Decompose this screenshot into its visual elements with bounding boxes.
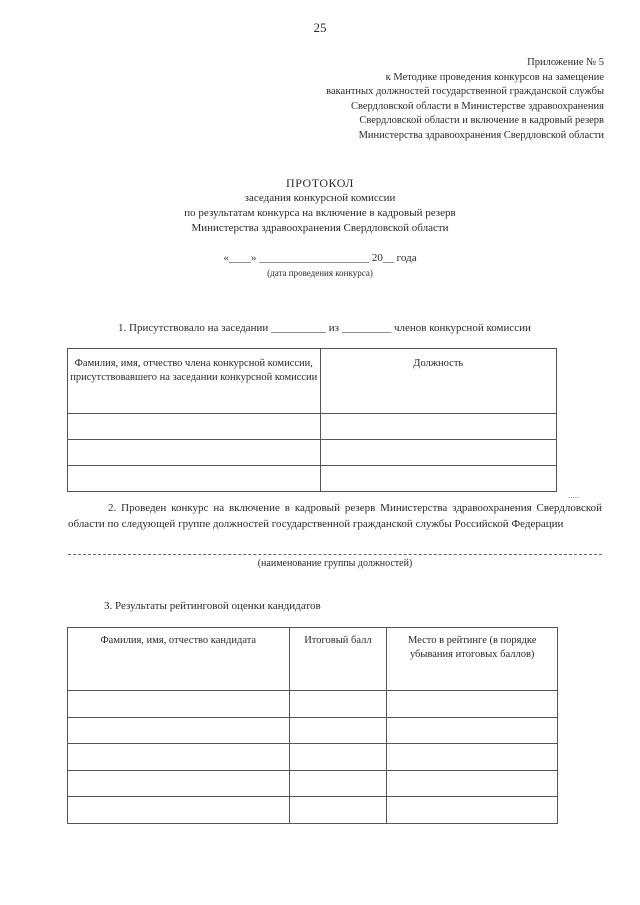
table-cell xyxy=(320,414,556,440)
table-cell xyxy=(289,744,387,771)
table-row xyxy=(68,440,557,466)
date-field: «____» ____________________ 20__ года xyxy=(223,252,417,264)
table-cell xyxy=(387,717,558,744)
table-cell xyxy=(68,414,321,440)
table-cell xyxy=(387,770,558,797)
table-row xyxy=(68,717,558,744)
results-table xyxy=(67,627,558,824)
table-cell xyxy=(387,744,558,771)
table-cell xyxy=(387,691,558,718)
table-cell xyxy=(387,797,558,824)
table-cell xyxy=(68,744,290,771)
appendix-note xyxy=(244,56,604,144)
column-header-rank: Место в рейтинге (в порядке убывания итоговых баллов) xyxy=(387,628,558,691)
appendix-line: к Методике проведения конкурсов на замещение xyxy=(385,71,604,83)
title-subline: по результатам конкурса на включение в кадровый резерв xyxy=(184,207,456,219)
table-row xyxy=(68,414,557,440)
table-cell xyxy=(68,770,290,797)
column-header-member-name: Фамилия, имя, отчество члена конкурсной комиссии, присутствовавшего на заседании конкурсной комиссии xyxy=(68,349,321,414)
table-cell xyxy=(320,440,556,466)
table-row xyxy=(68,744,558,771)
table-cell xyxy=(68,717,290,744)
table-row xyxy=(68,797,558,824)
section-2-text: 2. Проведен конкурс на включение в кадровый резерв Министерства здравоохранения Свердловской области по следующей группе должностей государственной гражданской службы Российской Федерации xyxy=(68,502,602,530)
table-cell xyxy=(68,466,321,492)
appendix-line: Свердловской области в Министерстве здравоохранения xyxy=(350,100,604,112)
table-header-row xyxy=(68,349,557,414)
date-hint: (дата проведения конкурса) xyxy=(267,268,373,278)
title-subline: заседания конкурсной комиссии xyxy=(244,192,396,204)
table-row xyxy=(68,466,557,492)
table-cell xyxy=(68,691,290,718)
appendix-line: Свердловской области и включение в кадровый резерв xyxy=(359,115,604,127)
fill-in-hint: (наименование группы должностей) xyxy=(257,558,413,569)
table-header-row xyxy=(68,628,558,691)
table-cell xyxy=(289,770,387,797)
table-cell xyxy=(320,466,556,492)
column-header-position: Должность xyxy=(320,349,556,414)
table-cell xyxy=(289,797,387,824)
fill-in-line xyxy=(68,554,602,555)
table-cell xyxy=(289,717,387,744)
scan-artifact: ..... xyxy=(568,490,580,500)
table-cell xyxy=(289,691,387,718)
table-row xyxy=(68,770,558,797)
members-table xyxy=(67,348,557,492)
table-cell xyxy=(68,440,321,466)
column-header-candidate-name: Фамилия, имя, отчество кандидата xyxy=(68,628,290,691)
appendix-line: Приложение № 5 xyxy=(527,57,604,68)
section-3-text: 3. Результаты рейтинговой оценки кандидатов xyxy=(104,600,321,612)
section-1-text: 1. Присутствовало на заседании __________ из _________ членов конкурсной комиссии xyxy=(118,322,531,334)
appendix-line: Министерства здравоохранения Свердловской области xyxy=(358,129,604,141)
title-protocol: ПРОТОКОЛ xyxy=(286,176,354,190)
table-cell xyxy=(68,797,290,824)
appendix-line: вакантных должностей государственной гражданской службы xyxy=(326,86,604,98)
title-subline: Министерства здравоохранения Свердловской области xyxy=(191,222,449,234)
table-row xyxy=(68,691,558,718)
column-header-total-score: Итоговый балл xyxy=(289,628,387,691)
document-title xyxy=(0,176,640,236)
page-number: 25 xyxy=(313,20,327,35)
